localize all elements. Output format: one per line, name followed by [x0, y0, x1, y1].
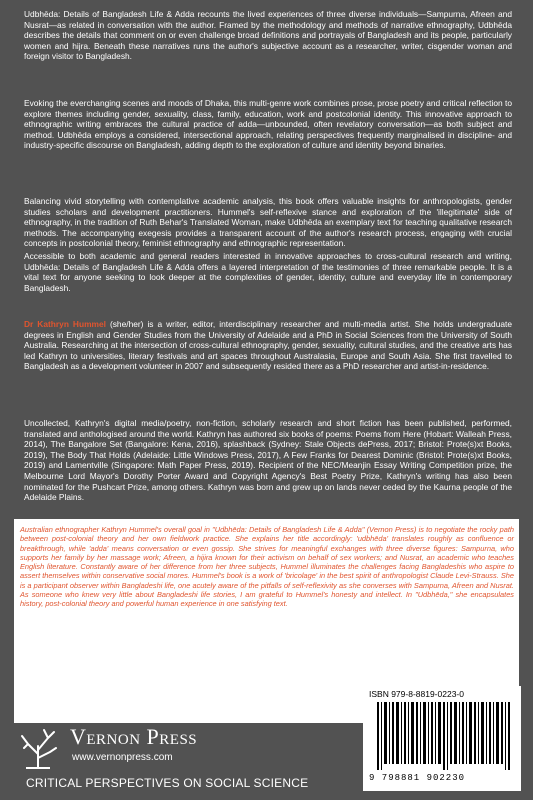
description-paragraph-1: Udbhēda: Details of Bangladesh Life & Adda recounts the lived experiences of three diverse individuals—Sampurna, Afreen and Nusrat—as related in conversation with the author. Framed by the methodology and methods of narrative ethnography, Udbhēda describes the details that comment on or even challenge broad definitions and portrayals of Bangladesh and its people, particularly women and hijra. Beneath these narratives runs the author's subjective account as a researcher, writer, cisgender woman and foreign visitor to Bangladesh.	[24, 9, 512, 62]
publisher-url[interactable]: www.vernonpress.com	[72, 752, 173, 763]
publisher-name: Vernon Press	[70, 724, 198, 749]
author-name: Dr Kathryn Hummel	[24, 319, 106, 329]
description-paragraph-3: Balancing vivid storytelling with contemplative academic analysis, this book offers valuable insights for anthropologists, gender studies scholars and development practitioners. Hummel's self-reflexive stance and exploration of the 'illegitimate' side of ethnography, in the tradition of Ruth Behar's Translated Woman, make Udbhēda an exemplary text for teaching qualitative research methods. The accompanying exegesis provides a transparent account of the author's research process, engaging with crucial concepts in postcolonial theory, feminist ethnography and ethnographic representation.	[24, 196, 512, 249]
series-name: CRITICAL PERSPECTIVES ON SOCIAL SCIENCE	[26, 776, 309, 790]
tree-logo-icon	[16, 726, 60, 770]
barcode-icon	[377, 702, 513, 770]
description-paragraph-2: Evoking the everchanging scenes and moods of Dhaka, this multi-genre work combines prose, prose poetry and critical reflection to explore themes including gender, sexuality, class, family, education, work and postcolonial identity. This innovative approach to ethnographic writing embraces the cultural practice of adda—unbounded, often revelatory conversation—as both subject and method. Udbhēda employs a considered, intersectional approach, relating perspectives frequently marginalised in discipline- and industry-specific discourse on Bangladesh, adding depth to the exploration of culture and identity beyond binaries.	[24, 98, 512, 151]
barcode-digits: 9 798881 902230	[369, 773, 466, 783]
review-text: Australian ethnographer Kathryn Hummel's overall goal in "Udbhēda: Details of Bangladesh Life & Adda" (Vernon Press) is to negotiate the rocky path between post-colonial theory and her own fieldwork practice. She explains her title accordingly: 'udbhēda' translates roughly as confluence or breakthrough, while 'adda' means conversation or even gossip. She strives for meaningful exchanges with three diverse figures: Sampurna, who supports her family by her massage work; Afreen, a hijira known for their activism on behalf of sex workers; and Nusrat, an academic who teaches English literature. Constantly aware of her difference from her three subjects, Hummel illuminates the challenges facing Bangladeshis who aspire to assert themselves within conservative social mores. Hummel's book is a work of 'bricolage' in the best spirit of anthropologist Claude Levi-Strauss. She is a participant observer within Bangladeshi life, one acutely aware of the pitfalls of self-reflexivity as she converses with Sampurna, Afreen and Nusrat. As someone who knew very little about Bangladeshi life stories, I am grateful to Hummel's honesty and intellect. In "Udbhēda," she encapsulates history, post-colonial theory and powerful human experience in one satisfying text.	[20, 525, 514, 609]
author-bio-text: (she/her) is a writer, editor, interdisciplinary researcher and multi-media artist. She holds undergraduate degrees in English and Gender Studies from the University of Adelaide and a PhD in Social Sciences from the University of South Australia. Researching at the intersection of cross-cultural ethnography, gender, sexuality, cultural studies, and the creative arts has led Kathryn to universities, literary festivals and art spaces throughout Australasia, Europe and South Asia. She first travelled to Bangladesh as a development volunteer in 2007 and subsequently resided there as a PhD researcher and artist-in-residence.	[24, 319, 512, 372]
reviewer-name: Dr. Lynne Van Luven	[440, 672, 519, 681]
footer	[0, 686, 533, 800]
author-bio	[24, 319, 512, 372]
isbn: ISBN 979-8-8819-0223-0	[369, 689, 464, 699]
barcode-box	[363, 686, 521, 791]
author-bio-2: Uncollected, Kathryn's digital media/poetry, non-fiction, scholarly research and short fiction has been published, performed, translated and anthologised around the world. Kathryn has authored six books of poems: Poems from Here (Hobart: Walleah Press, 2014), The Bangalore Set (Bangalore: Kena, 2016), splashback (Sydney: Stale Objects dePress, 2017; Bristol: Prote(s)xt Books, 2019), The Body That Holds (Adelaide: Little Windows Press, 2017), A Few Franks for Dearest Dominic (Bristol: Prote(s)xt Books, 2019) and Lamentville (Singapore: Math Paper Press, 2019). Recipient of the NEC/Meanjin Essay Writing Competition prize, the Melbourne Lord Mayor's Dorothy Porter Award and Copyright Agency's Best Poetry Prize, Kathryn's writing has also been nominated for the Pushcart Prize, among others. Kathryn was born and grew up on lands never ceded by the Kaurna people of the Adelaide Plains.	[24, 418, 512, 503]
description-paragraph-4: Accessible to both academic and general readers interested in innovative approaches to cross-cultural research and writing, Udbhēda: Details of Bangladesh Life & Adda offers a layered interpretation of the testimonies of three remarkable people. It is a vital text for anyone seeking to look deeper at the complexities of gender, identity, culture and everyday life in contemporary Bangladesh.	[24, 251, 512, 293]
